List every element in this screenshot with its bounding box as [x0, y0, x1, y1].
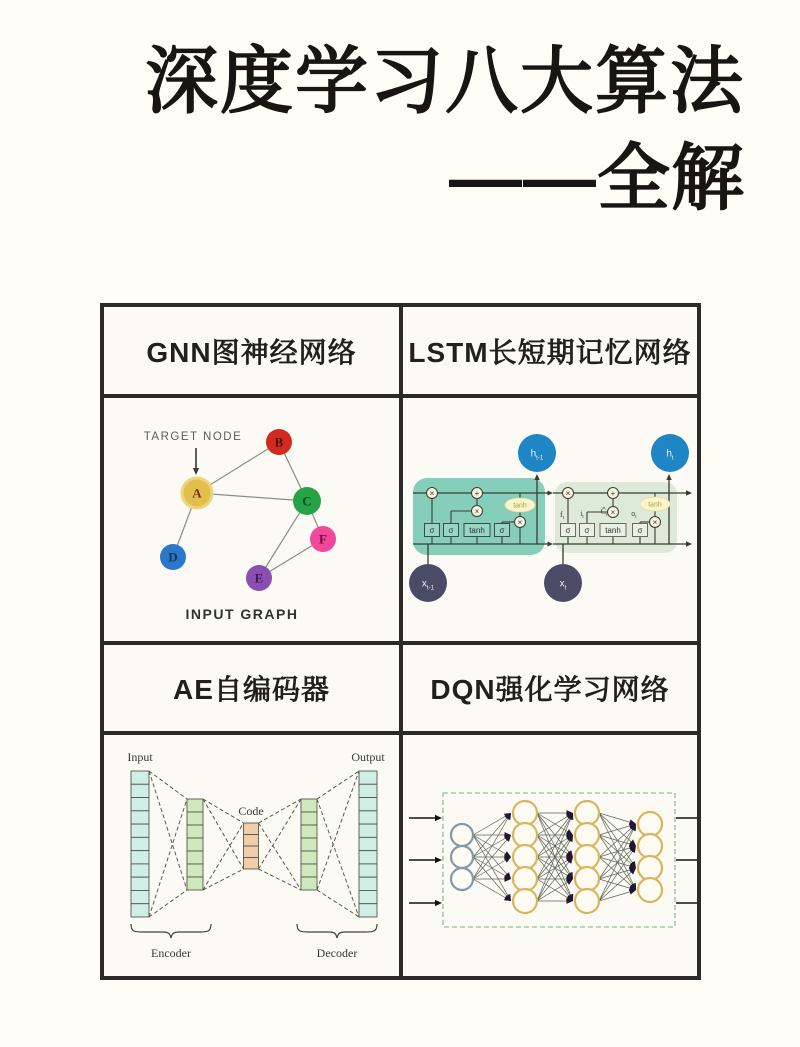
ae-encoder-label: Encoder [151, 946, 191, 960]
lstm-diagram-cell [403, 398, 697, 641]
svg-text:ht-1: $h_{t-1}$ [530, 448, 544, 462]
ae-header: AE自编码器 [104, 645, 399, 731]
svg-text:σ: σ [448, 526, 454, 535]
svg-text:σ: σ [637, 526, 643, 535]
dqn-layer-1 [513, 801, 537, 913]
ae-decoder-label: Decoder [316, 946, 358, 960]
gnn-header: GNN图神经网络 [104, 307, 399, 394]
svg-text:σ: σ [499, 526, 505, 535]
ae-code-layer [244, 823, 259, 869]
svg-text:xt: $x_t$ [559, 578, 567, 592]
svg-text:σ: σ [565, 526, 571, 535]
svg-text:×: × [652, 517, 658, 527]
ae-diagram-cell [104, 735, 399, 976]
svg-text:+: + [474, 488, 480, 498]
svg-text:σ: σ [429, 526, 435, 535]
lstm-output-gate-label: $o_t$ [631, 509, 637, 521]
dqn-connections [473, 810, 636, 904]
dqn-output-lines [676, 818, 697, 903]
title-line-1: 深度学习八大算法 [145, 41, 745, 122]
svg-text:D: D [168, 549, 178, 565]
svg-text:E: E [254, 570, 264, 586]
ae-input-layer [131, 771, 149, 917]
svg-text:×: × [565, 488, 571, 498]
lstm-input-gate-label: $i_t$ [580, 509, 584, 521]
svg-text:ht: $h_t$ [666, 448, 674, 462]
svg-text:×: × [474, 506, 480, 516]
algorithm-grid [100, 303, 701, 980]
ae-output-label: Output [351, 750, 385, 764]
gnn-node-F [310, 526, 336, 552]
svg-text:+: + [610, 488, 616, 498]
svg-text:tanh: tanh [513, 502, 527, 510]
gnn-node-E [246, 565, 272, 591]
input-graph-caption: INPUT GRAPH [185, 606, 299, 622]
svg-text:C: C [302, 493, 312, 509]
gnn-diagram-cell [104, 398, 399, 641]
svg-text:A: A [192, 485, 202, 501]
gnn-input-graph-diagram [104, 398, 399, 641]
lstm-candidate-label: $C̃_t$ [600, 507, 608, 519]
gnn-node-C [293, 487, 321, 515]
gnn-node-D [160, 544, 186, 570]
lstm-input-current-node [544, 564, 582, 602]
ae-input-label: Input [127, 750, 153, 764]
svg-text:×: × [429, 488, 435, 498]
title-line-2: ——全解 [449, 137, 745, 219]
svg-text:tanh: tanh [605, 526, 621, 535]
ae-encoder-hidden-layer [187, 799, 203, 890]
lstm-header: LSTM长短期记忆网络 [403, 307, 697, 394]
dqn-network-diagram [403, 735, 697, 976]
target-node-label: TARGET NODE [143, 431, 243, 443]
svg-text:tanh: tanh [469, 526, 485, 535]
dqn-diagram-cell [403, 735, 697, 976]
ae-code-label: Code [238, 804, 264, 818]
dqn-header: DQN强化学习网络 [403, 645, 697, 731]
lstm-cells-diagram [403, 398, 697, 641]
svg-text:F: F [319, 531, 327, 547]
gnn-node-B [266, 429, 292, 455]
lstm-input-prev-node [409, 564, 447, 602]
lstm-forget-gate-label: $f_t$ [559, 510, 565, 522]
dqn-layer-0 [451, 824, 473, 890]
gnn-node-A [182, 478, 212, 508]
svg-text:tanh: tanh [648, 501, 662, 509]
lstm-hidden-current-node [651, 434, 689, 472]
svg-text:σ: σ [584, 526, 590, 535]
dqn-layer-2 [575, 801, 599, 913]
ae-output-layer [359, 771, 377, 917]
svg-text:×: × [610, 507, 616, 517]
dqn-layer-3 [638, 812, 662, 902]
svg-text:×: × [517, 517, 523, 527]
ae-decoder-hidden-layer [301, 799, 317, 890]
svg-text:B: B [274, 434, 284, 450]
poster-title [0, 41, 745, 219]
autoencoder-diagram [104, 735, 399, 976]
dqn-input-arrows [409, 815, 442, 906]
lstm-hidden-prev-node [518, 434, 556, 472]
svg-text:xt-1: $x_{t-1}$ [421, 578, 435, 592]
